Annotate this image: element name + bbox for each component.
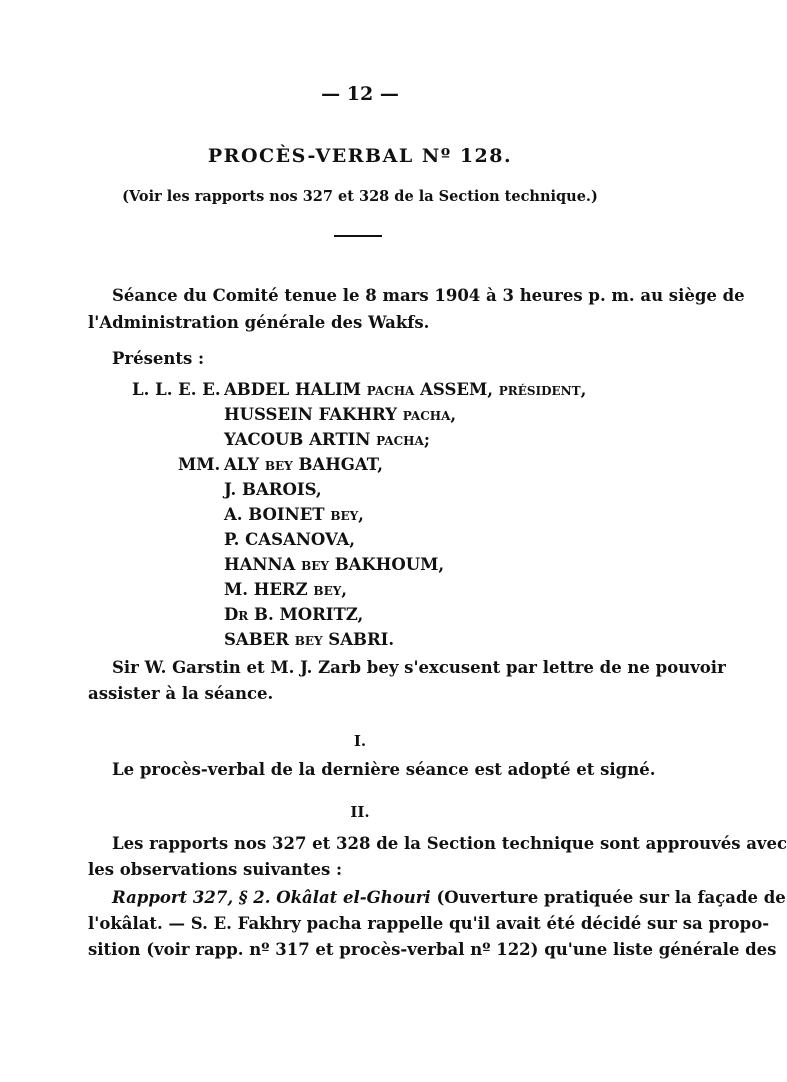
- presents-label: Présents :: [112, 349, 205, 368]
- section-2-numeral: II.: [350, 803, 370, 821]
- attendee-line: P. CASANOVA,: [224, 530, 356, 549]
- page-title: PROCÈS-VERBAL Nº 128.: [207, 145, 513, 167]
- attendee-line: HUSSEIN FAKHRY pacha,: [224, 405, 457, 424]
- section-2-line-2: les observations suivantes :: [88, 860, 343, 879]
- rapport-reference: Rapport 327, § 2. Okâlat el-Ghouri: [112, 888, 431, 907]
- rapport-line-1-rest: (Ouverture pratiquée sur la façade de: [436, 888, 786, 907]
- attendee-line: A. BOINET bey,: [224, 505, 364, 524]
- attendee-line: HANNA bey BAKHOUM,: [224, 555, 445, 574]
- excuse-line-1: Sir W. Garstin et M. J. Zarb bey s'excusent par lettre de ne pouvoir: [112, 658, 726, 677]
- rapport-line-2: l'okâlat. — S. E. Fakhry pacha rappelle qu'il avait été décidé sur sa propo-: [88, 914, 770, 933]
- rapport-line-1: [112, 888, 786, 907]
- attendee-line: J. BAROIS,: [224, 480, 322, 499]
- section-1-text: Le procès-verbal de la dernière séance est adopté et signé.: [112, 760, 656, 779]
- attendee-line: M. HERZ bey,: [224, 580, 348, 599]
- excuse-line-2: assister à la séance.: [88, 684, 274, 703]
- mm-prefix: MM.: [178, 455, 221, 474]
- title-divider: [334, 235, 382, 237]
- subtitle: (Voir les rapports nos 327 et 328 de la Section technique.): [122, 188, 598, 205]
- attendee-line: YACOUB ARTIN pacha;: [224, 430, 430, 449]
- intro-line-1: Séance du Comité tenue le 8 mars 1904 à 3 heures p. m. au siège de: [112, 286, 745, 305]
- attendee-line: ABDEL HALIM pacha ASSEM, président,: [224, 380, 587, 399]
- attendee-line: Dr B. MORITZ,: [224, 605, 364, 624]
- page-number: — 12 —: [321, 83, 399, 105]
- lle-prefix: L. L. E. E.: [132, 380, 221, 399]
- section-1-numeral: I.: [353, 732, 367, 750]
- rapport-line-3: sition (voir rapp. nº 317 et procès-verbal nº 122) qu'une liste générale des: [88, 940, 777, 959]
- section-2-line-1: Les rapports nos 327 et 328 de la Section technique sont approuvés avec: [112, 834, 787, 853]
- attendee-line: ALY bey BAHGAT,: [224, 455, 384, 474]
- intro-line-2: l'Administration générale des Wakfs.: [88, 313, 430, 332]
- attendee-line: SABER bey SABRI.: [224, 630, 395, 649]
